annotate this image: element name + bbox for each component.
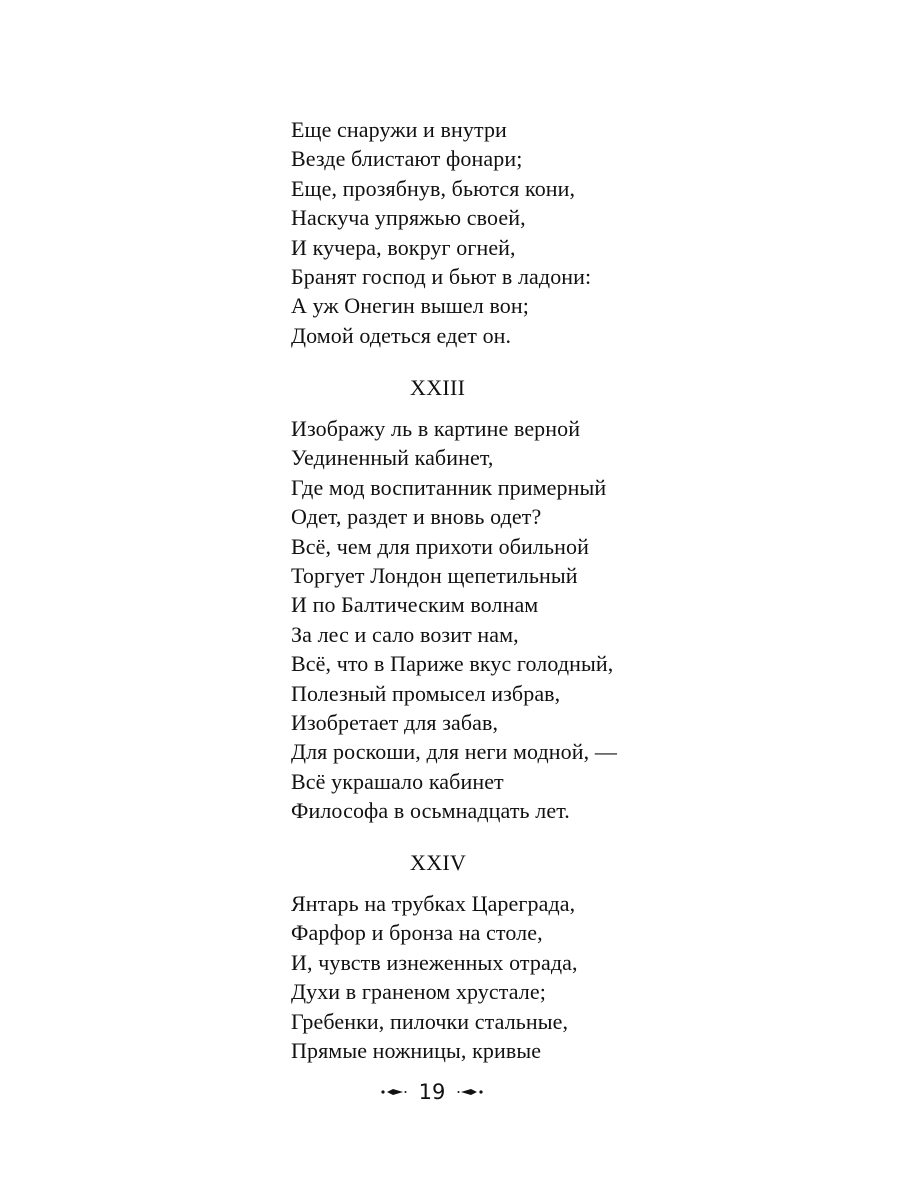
stanza-line: Философа в осьмнадцать лет. (291, 798, 570, 824)
stanza-1 (291, 115, 591, 350)
stanza-line: Торгует Лондон щепетильный (291, 563, 578, 589)
stanza-line: Для роскоши, для неги модной, — (291, 739, 617, 765)
stanza-line: И по Балтическим волнам (291, 592, 539, 618)
stanza-line: Прямые ножницы, кривые (291, 1038, 542, 1064)
stanza-line: Всё, чем для прихоти обильной (291, 533, 589, 559)
stanza-line: Изображу ль в картине верной (291, 416, 581, 441)
stanza-line: За лес и сало возит нам, (291, 621, 519, 647)
stanza-line: Духи в граненом хрустале; (291, 979, 546, 1005)
stanza-line: Полезный промысел избрав, (291, 680, 561, 706)
stanza-heading-xxiii: XXIII (410, 375, 466, 400)
stanza-line: Янтарь на трубках Цареграда, (291, 891, 576, 916)
ornament-arrow-right-icon (381, 1086, 407, 1098)
stanza-line: И, чувств изнеженных отрада, (291, 949, 578, 975)
stanza-line: Домой одеться едет он. (291, 322, 512, 348)
stanza-line: Еще снаружи и внутри (291, 117, 507, 142)
stanza-line: Везде блистают фонари; (291, 146, 523, 172)
stanza-line: И кучера, вокруг огней, (291, 234, 516, 260)
page-footer (0, 1078, 882, 1106)
stanza-2 (291, 414, 617, 826)
stanza-heading-xxiv: XXIV (410, 850, 467, 875)
stanza-line: Наскуча упряжью своей, (291, 205, 526, 231)
stanza-line: Уединенный кабинет, (291, 445, 494, 471)
stanza-line: Одет, раздет и вновь одет? (291, 504, 542, 530)
stanza-line: Фарфор и бронза на столе, (291, 920, 543, 946)
stanza-line: Всё украшало кабинет (291, 768, 504, 794)
page-number: 19 (418, 1080, 446, 1104)
stanza-line: Всё, что в Париже вкус голодный, (291, 651, 614, 677)
stanza-line: Еще, прозябнув, бьются кони, (291, 175, 576, 201)
stanza-line: Изобретает для забав, (291, 710, 499, 736)
stanza-line: Гребенки, пилочки стальные, (291, 1008, 569, 1034)
stanza-line: А уж Онегин вышел вон; (291, 293, 529, 319)
stanza-3 (291, 889, 578, 1065)
stanza-line: Бранят господ и бьют в ладони: (291, 264, 592, 290)
ornament-arrow-left-icon (457, 1086, 483, 1098)
stanza-line: Где мод воспитанник примерный (291, 474, 607, 500)
